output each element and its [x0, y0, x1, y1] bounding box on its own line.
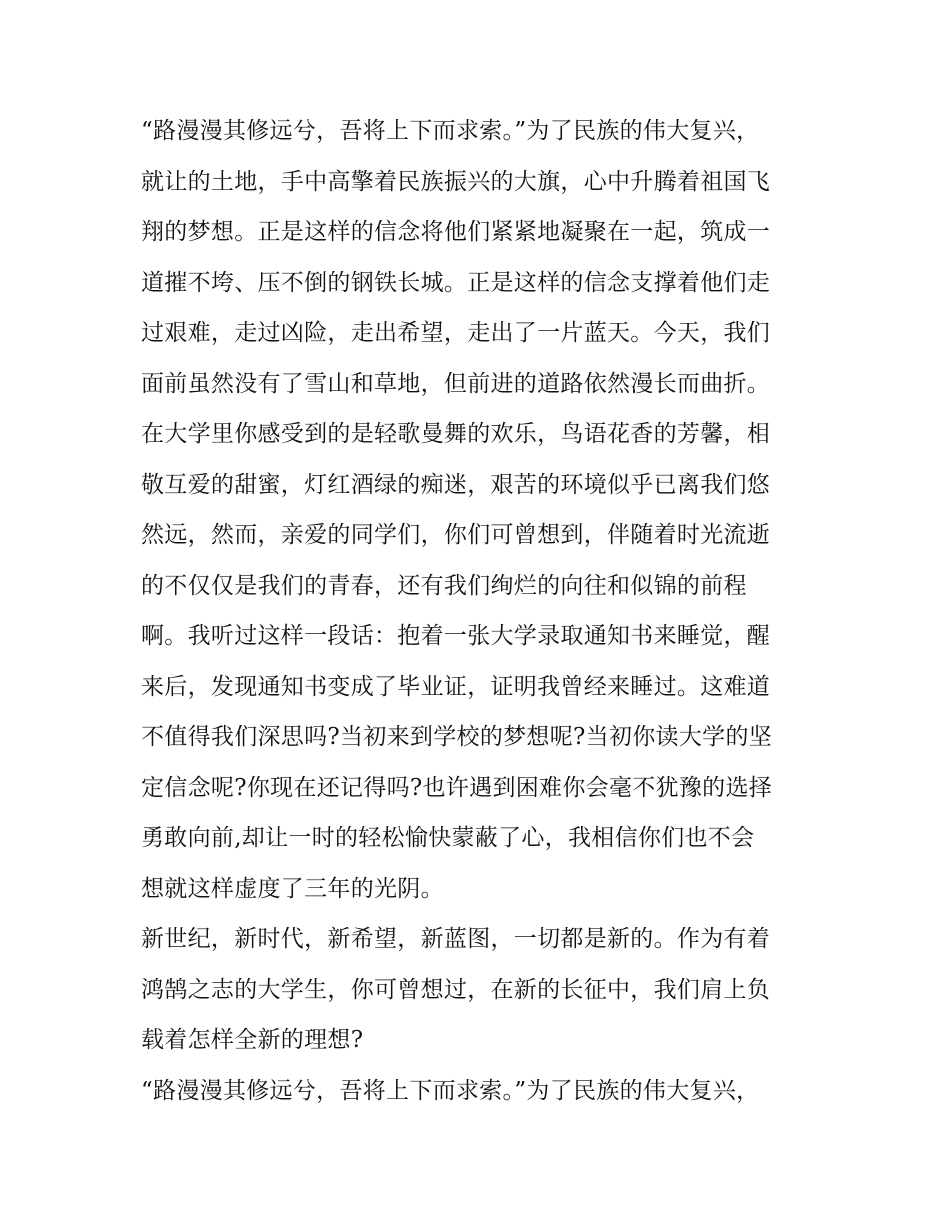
text-line: 新世纪，新时代，新希望，新蓝图，一切都是新的。作为有着 [141, 926, 771, 952]
text-line: 就让的土地，手中高擎着民族振兴的大旗，心中升腾着祖国飞 [141, 169, 771, 195]
text-line: 勇敢向前,却让一时的轻松愉快蒙蔽了心，我相信你们也不会 [141, 825, 755, 851]
text-line: 来后，发现通知书变成了毕业证，证明我曾经来睡过。这难道 [141, 674, 771, 700]
text-line: 载着怎样全新的理想? [141, 1027, 364, 1053]
text-line: “路漫漫其修远兮，吾将上下而求索。”为了民族的伟大复兴， [141, 118, 760, 144]
text-line: 想就这样虚度了三年的光阴。 [141, 876, 444, 902]
text-line: 过艰难，走过凶险，走出希望，走出了一片蓝天。今天，我们 [141, 320, 771, 346]
text-line: “路漫漫其修远兮，吾将上下而求索。”为了民族的伟大复兴， [141, 1078, 760, 1104]
text-line: 不值得我们深思吗?当初来到学校的梦想呢?当初你读大学的坚 [141, 724, 773, 750]
text-line: 翔的梦想。正是这样的信念将他们紧紧地凝聚在一起，筑成一 [141, 219, 771, 245]
text-line: 在大学里你感受到的是轻歌曼舞的欢乐，鸟语花香的芳馨，相 [141, 421, 771, 447]
text-line: 鸿鹄之志的大学生，你可曾想过，在新的长征中，我们肩上负 [141, 977, 771, 1003]
text-line: 道摧不垮、压不倒的钢铁长城。正是这样的信念支撑着他们走 [141, 270, 771, 296]
text-line: 的不仅仅是我们的青春，还有我们绚烂的向往和似锦的前程 [141, 573, 747, 599]
text-line: 定信念呢?你现在还记得吗?也许遇到困难你会毫不犹豫的选择 [141, 775, 773, 801]
text-line: 啊。我听过这样一段话：抱着一张大学录取通知书来睡觉，醒 [141, 623, 771, 649]
text-line: 然远，然而，亲爱的同学们，你们可曾想到，伴随着时光流逝 [141, 522, 771, 548]
text-line: 敬互爱的甜蜜，灯红酒绿的痴迷，艰苦的环境似乎已离我们悠 [141, 472, 771, 498]
text-line: 面前虽然没有了雪山和草地，但前进的道路依然漫长而曲折。 [141, 371, 771, 397]
